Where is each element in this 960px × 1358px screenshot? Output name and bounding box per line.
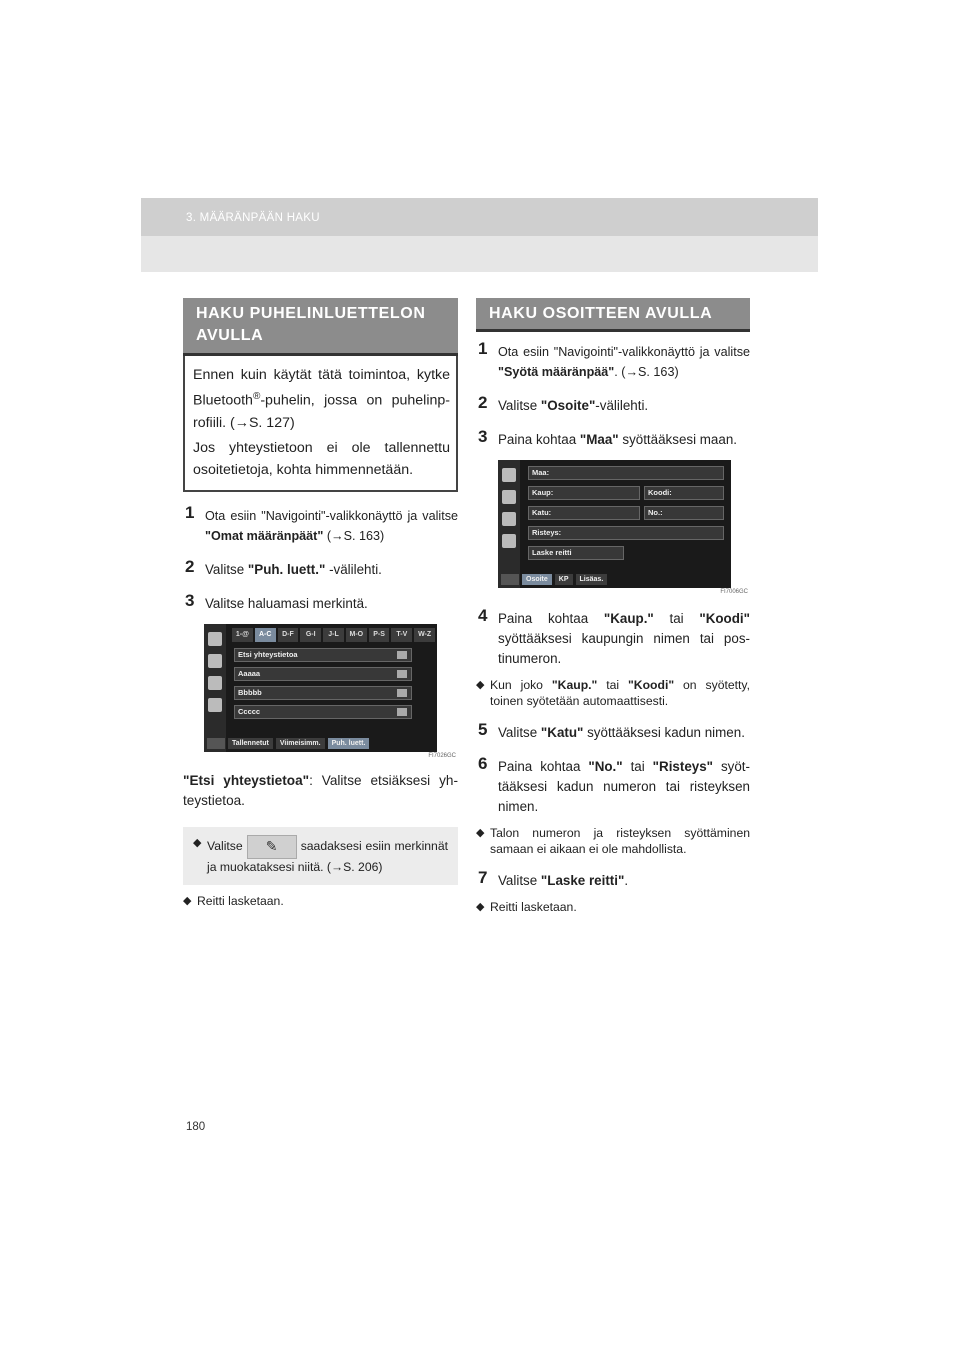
- screen-sidebar: [204, 624, 226, 752]
- phonebook-screen-image: [204, 624, 437, 752]
- screen-side-icon: [502, 468, 516, 482]
- right-bullet-1: ◆ Kun joko "Kaup." tai "Koodi" on syötetty, toinen syötetään automaattisesti.: [476, 677, 750, 709]
- screen-field-no: No.:: [644, 506, 724, 520]
- alpha-tab: A-C: [255, 628, 276, 642]
- alpha-tab: T-V: [391, 628, 412, 642]
- screen-back-icon: [207, 738, 225, 749]
- screen-list-row: Ccccc: [234, 705, 412, 719]
- screen-bottom-tab: Osoite: [522, 574, 552, 585]
- screen-field-katu: Katu:: [528, 506, 640, 520]
- screen-field-risteys: Risteys:: [528, 526, 724, 540]
- note-paragraph-2: Jos yhteystietoon ei ole tallennettu osoitetietoja, kohta himmennetään.: [193, 439, 450, 478]
- edit-memo-icon: [247, 835, 297, 859]
- left-column: [183, 298, 458, 909]
- right-step-2: 2 Valitse "Osoite"-välilehti.: [478, 393, 649, 413]
- screen-back-icon: [501, 574, 519, 585]
- alpha-tab: G-I: [300, 628, 321, 642]
- screen-side-icon: [208, 676, 222, 690]
- alpha-tab: P-S: [369, 628, 390, 642]
- screen-bottom-tab: Tallennetut: [228, 738, 273, 749]
- left-step-2: 2 Valitse "Puh. luett." -välilehti.: [185, 556, 382, 577]
- left-step-3: 3 Valitse haluamasi merkintä.: [185, 590, 368, 611]
- right-step-4: 4 Paina kohtaa "Kaup." tai "Koodi" syöttääksesi kaupungin nimen tai postinumeron.: [478, 606, 750, 666]
- screen-side-icon: [208, 632, 222, 646]
- screen-bottom-tab: KP: [555, 574, 573, 585]
- alpha-tab: 1-@: [232, 628, 253, 642]
- screen-list-row: Bbbbb: [234, 686, 412, 700]
- right-column: [476, 298, 750, 915]
- screen-list-row: Aaaaa: [234, 667, 412, 681]
- alpha-tab: J-L: [323, 628, 344, 642]
- alpha-tab: M-O: [346, 628, 367, 642]
- right-step-1: 1 Ota esiin "Navigointi"-valikkonäyttö ja valitse "Syötä määränpää". (→S. 163): [478, 339, 750, 379]
- figure-code: FI7006GC: [720, 589, 748, 595]
- right-step-6: 6 Paina kohtaa "No." tai "Risteys" syöttääksesi kadun numeron tai risteyksen nimen.: [478, 754, 750, 814]
- left-step-1: 1 Ota esiin "Navigointi"-valikkonäyttö ja valitse "Omat määränpäät" (→S. 163): [185, 502, 458, 543]
- page-number: 180: [186, 1121, 206, 1133]
- figure-code: FI7026GC: [428, 752, 456, 759]
- screen-field-koodi: Koodi:: [644, 486, 724, 500]
- screen-bottom-tab: Puh. luett.: [328, 738, 370, 749]
- alpha-tab: D-F: [278, 628, 299, 642]
- right-step-3: 3 Paina kohtaa "Maa" syöttääksesi maan.: [478, 427, 737, 447]
- left-note-box: [183, 356, 458, 492]
- left-description: "Etsi yhteystietoa": Valitse etsiäksesi yhteystietoa.: [183, 772, 458, 808]
- left-gray-note: [183, 827, 458, 885]
- right-step-5: 5 Valitse "Katu" syöttääksesi kadun nimen.: [478, 720, 745, 740]
- screen-bottom-tab: Lisäas.: [576, 574, 608, 585]
- screen-side-icon: [208, 654, 222, 668]
- screen-bottom-tabs: [522, 574, 607, 585]
- screen-field-maa: Maa:: [528, 466, 724, 480]
- right-section-title: HAKU OSOITTEEN AVULLA: [476, 298, 750, 332]
- screen-field-kaup: Kaup:: [528, 486, 640, 500]
- screen-side-icon: [502, 512, 516, 526]
- section-label: 3. MÄÄRÄNPÄÄN HAKU: [186, 212, 320, 224]
- screen-bottom-tabs: [228, 738, 369, 749]
- note-paragraph-1: Ennen kuin käytät tätä toimintoa, kytke Bluetooth®-puhelin, jossa on puhelinprofiili. (→S. 127): [193, 367, 450, 431]
- alphabet-tabs: [232, 628, 435, 642]
- left-section-title: HAKU PUHELINLUETTELON AVULLA: [183, 298, 458, 356]
- screen-side-icon: [502, 534, 516, 548]
- right-step-7: 7 Valitse "Laske reitti".: [478, 868, 629, 888]
- left-final-bullet: ◆ Reitti lasketaan.: [183, 893, 458, 909]
- address-screen-image: [498, 460, 731, 588]
- gray-bullet: ◆ Valitse✎ saadaksesi esiin merkinnät ja muokataksesi niitä. (→S. 206): [193, 835, 448, 875]
- alpha-tab: W-Z: [414, 628, 435, 642]
- screen-bottom-tab: Viimeisimm.: [276, 738, 325, 749]
- screen-list-row: Etsi yhteystietoa: [234, 648, 412, 662]
- right-bullet-2: ◆ Talon numeron ja risteyksen syöttäminen samaan ei aikaan ei ole mahdollista.: [476, 825, 750, 857]
- screen-laske-button: Laske reitti: [528, 546, 624, 560]
- screen-side-icon: [502, 490, 516, 504]
- screen-side-icon: [208, 698, 222, 712]
- screen-sidebar: [498, 460, 520, 588]
- right-bullet-3: ◆ Reitti lasketaan.: [476, 899, 750, 915]
